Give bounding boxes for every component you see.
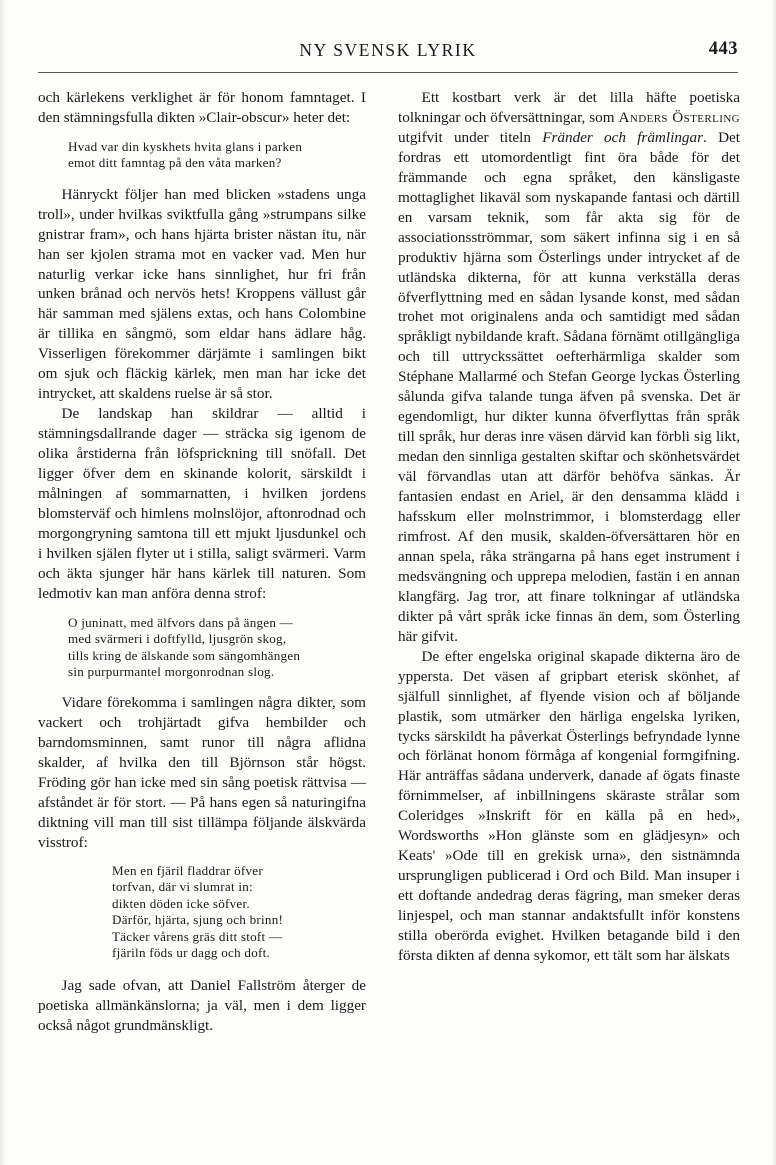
verse-line: Hvad var din kyskhets hvita glans i parken: [68, 138, 303, 154]
paragraph: De landskap han skildrar — alltid i stämningsdallrande dager — sträcka sig igenom de olika årstiderna från löfsprickning till snöfall. Det ligger öfver dem en skinande kolorit, särskildt i målningen af sommarnatten, i hvilken jordens blomsterväf och himlens molnslöjor, aftonrodnad och morgongryning samtona till ett mjukt ljusdunkel och i hvilken själen flyter ut i stilla, saligt svärmeri. Varm och äkta sjunger här hans kärlek till naturen. Som ledmotiv kan man anföra denna strof:: [38, 405, 366, 602]
verse-line: O juninatt, med älfvors dans på ängen —: [68, 614, 294, 630]
verse-line: torfvan, där vi slumrat in:: [112, 879, 253, 895]
verse-block-clair-obscur: [38, 139, 366, 172]
verse-line: Därför, hjärta, sjung och brinn!: [112, 912, 284, 928]
paragraph: Jag sade ofvan, att Daniel Fallström återger de poetiska allmänkänslorna; ja väl, men i dem ligger också något grundmänskligt.: [38, 977, 366, 1035]
verse-line: med svärmeri i doftfylld, ljusgrön skog,: [68, 631, 287, 647]
author-name: Anders Österling: [618, 108, 741, 126]
verse-line: tills kring de älskande som sängomhängen: [68, 647, 301, 663]
verse-line: emot ditt famntag på den våta marken?: [68, 155, 282, 171]
paragraph: Hänryckt följer han med blicken »stadens unga troll», under hvilkas sviktfulla gång »strumpans silke gnistrar fram», och hans hjärta brister nästan itu, när han ser kjolen strama mot en vacker vad. Men hur naturlig verkar icke hans sinnlighet, hur fri från unken brånad och nervös hets! Kroppens vällust går här samman med själens extas, och hans Colombine är tillika en sångmö, som eldar hans ädlare håg. Visserligen förekommer därjämte i samlingen bikt om sjuk och fläckig kärlek, men man har icke det intrycket, att skaldens ruelse är så stor.: [38, 185, 366, 403]
text-run: utgifvit under titeln: [398, 128, 543, 146]
left-column: [38, 88, 366, 1036]
verse-line: fjäriln föds ur dagg och doft.: [112, 945, 271, 961]
header-rule: [38, 72, 738, 73]
page-number: 443: [708, 39, 738, 59]
book-title: Fränder och främlingar: [542, 128, 704, 146]
scan-edge-left: [0, 0, 6, 1165]
text-run: Ett kostbart verk är det lilla häfte poetiska tolkningar och öfversättningar, som: [398, 89, 740, 126]
paragraph: De efter engelska original skapade dikterna äro de yppersta. Det väsen af gripbart eterisk skönhet, af själfull sinnlighet, af flyende vision och af böljande plastik, som utmärker den härliga engelska lyriken, tycks särskildt ha påverkat Österlings befryndade lynne och förlänat honom förmåga af kongenial formgifning. Här anträffas sådana underverk, danade af ögats finaste förnimmelser, af inbillningens skäraste strålar som Coleridges »Inskrift för en källa på en hed», Wordsworths »Hon glänste som en glädjesyn» och Keats' »Ode till en grekisk urna», den sistnämnda ursprungligen publicerad i Ord och Bild. Man insuper i ett doftande andedrag deras fägring, man smeker deras linjespel, och man stannar andaktsfullt inför konstens stilla oberörda evighet. Hvilken betagande bild i den första dikten af denna sykomor, ett tält som har älskats: [398, 647, 740, 964]
paragraph-osterling: [398, 88, 740, 647]
verse-block-juninatt: [38, 615, 366, 681]
text-run: . Det fordras ett utomordentligt fint öra både för det främmande och egna språket, den känsligaste mottaglighet likaväl som nyskapande fantasi och därtill en varsam teknik, som får akta sig för de associationsströmmar, som säkert infinna sig i en så produktiv hjärna som Österlings under intrycket af de utländska dikterna, för att kunna verkställa deras öfverflyttning med en sådan lysande konst, med sådan trohet mot originalens anda och samtidigt med sådan språkligt nybildande kraft. Sådana förnämt otillgängliga och till uttryckssättet oefterhärmliga skalder som Stéphane Mallarmé och Stefan George lyckas Österling sålunda gifva talande tunga äfven på svenska. Det är egendomligt, hur dikter kunna öfverflyttas från språk till språk, hur deras inre väsen därvid kan förbli sig likt, medan den sinnliga gestalten skiftar och skönhetsvärdet väl förvandlas utan att därför behöfva sänkas. Är fantasien endast en Ariel, är den densamma klädd i hafsskum eller molnstrimmor, i blomsterdagg eller rimfrost. Af den musik, skalden-öfversättaren hör en annan spela, råka strängarna på hans eget instrument i medsvängning och upprepa melodien, fastän i en annan klangfärg. Jag tror, att finare tolkningar af utländska dikter på vårt språk icke finnas än dem, som Österling här gifvit.: [398, 128, 741, 645]
verse-line: sin purpurmantel morgonrodnan slog.: [68, 663, 275, 679]
paragraph: Vidare förekomma i samlingen några dikter, som vackert och trohjärtadt gifva hembilder och barndomsminnen, samt runor till några aflidna skalder, af hvilka den till Björnson står högst. Fröding gör han icke med sin sång poetisk rättvisa — afståndet är för stort. — På hans egen så naturingifna diktning vill man till sist tillämpa följande älskvärda visstrof:: [38, 694, 366, 852]
running-title: NY SVENSK LYRIK: [299, 40, 477, 60]
right-column: [398, 88, 740, 966]
paragraph: och kärlekens verklighet är för honom famntaget. I den stämningsfulla dikten »Clair-obscur» heter det:: [38, 89, 366, 126]
scan-edge-right: [771, 0, 776, 1165]
verse-line: Täcker vårens gräs ditt stoft —: [112, 928, 283, 944]
verse-line: Men en fjäril fladdrar öfver: [112, 862, 263, 878]
verse-block-fjaril: [38, 863, 366, 961]
verse-line: dikten döden icke söfver.: [112, 895, 250, 911]
running-head: [38, 40, 738, 66]
